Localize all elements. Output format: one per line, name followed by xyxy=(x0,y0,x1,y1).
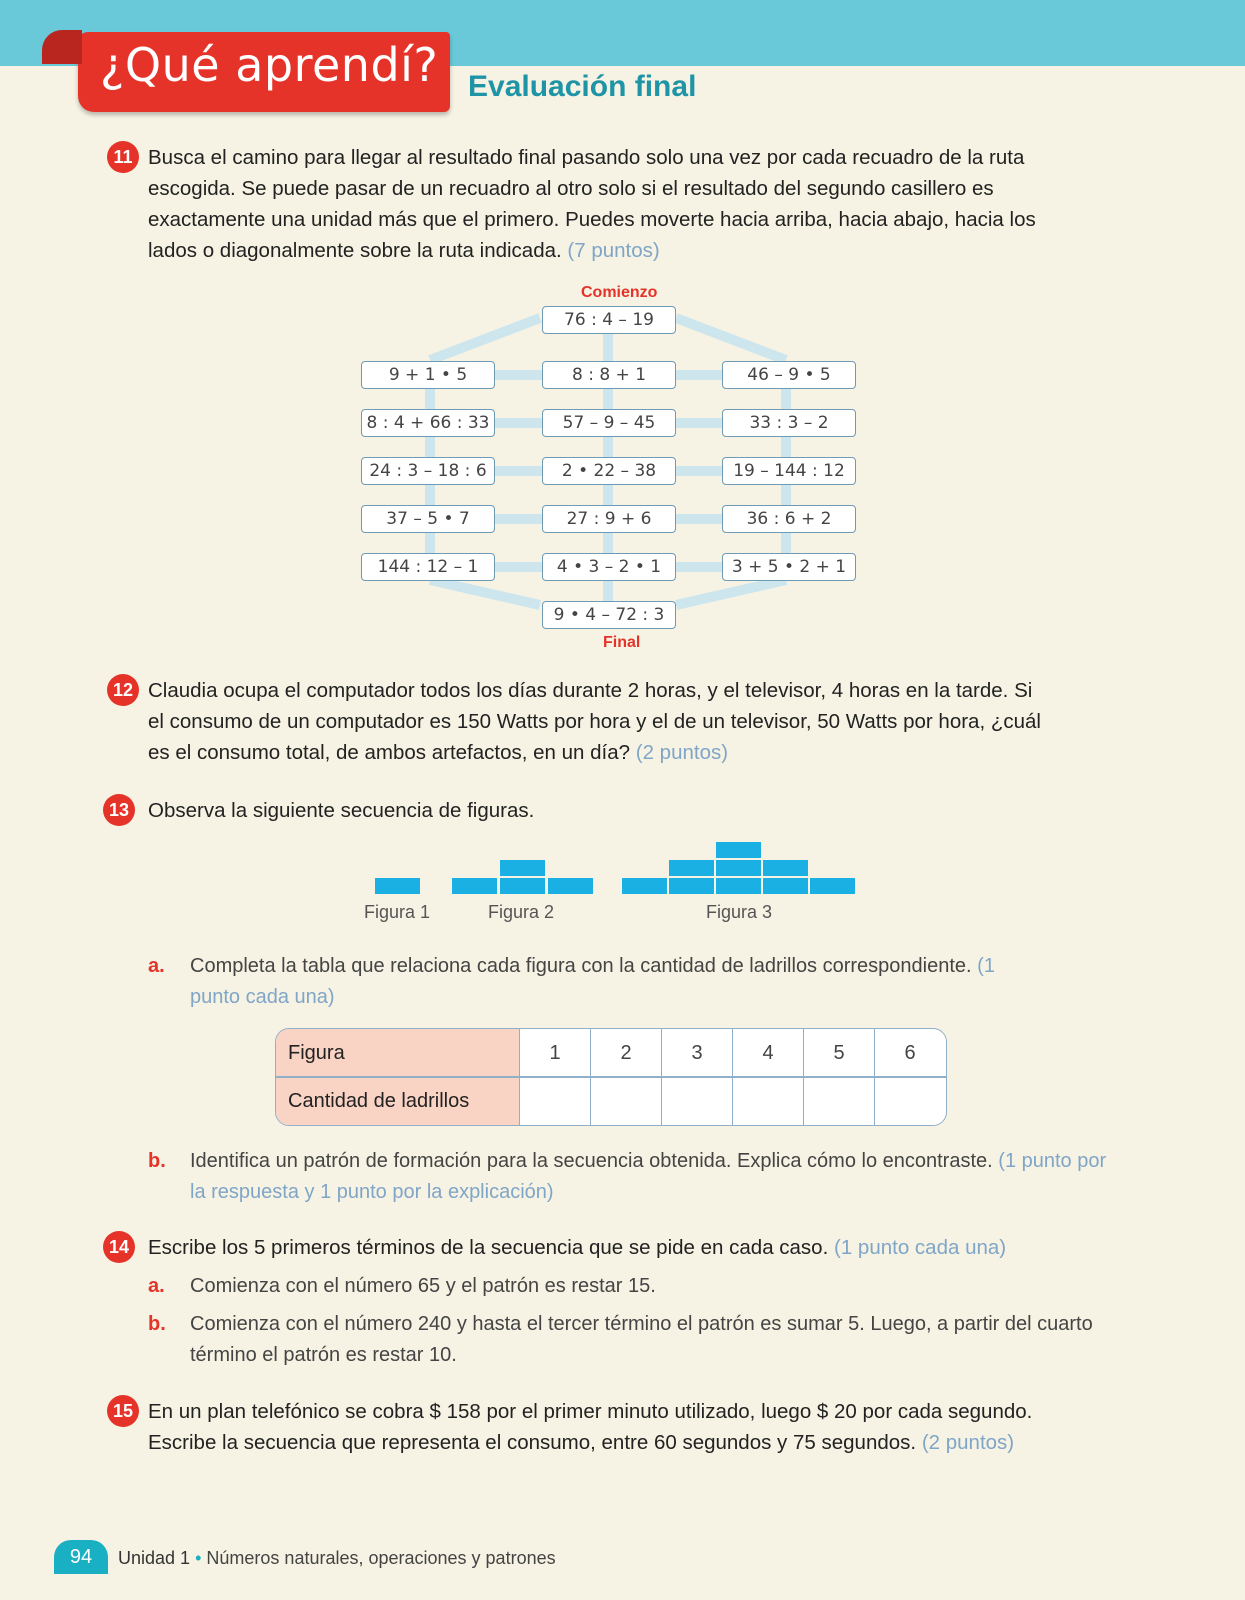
question-11-body: Busca el camino para llegar al resultado final pasando solo una vez por cada recuadro de la ruta escogida. Se puede pasar de un recuadro al otro solo si el resultado del segundo casillero es exactamente una unidad más que el primero. Puedes moverte hacia arriba, hacia abajo, hacia los lados o diagonalmente sobre la ruta indicada. xyxy=(148,146,1036,262)
figure-3-label: Figura 3 xyxy=(706,902,773,922)
brick xyxy=(500,878,545,894)
table-cell-figura: 1 xyxy=(519,1029,590,1077)
question-14-body: Escribe los 5 primeros términos de la secuencia que se pide en cada caso. xyxy=(148,1236,829,1259)
start-label: Comienzo xyxy=(581,284,658,301)
path-maze xyxy=(350,285,870,655)
brick xyxy=(500,860,545,876)
question-number-11: 11 xyxy=(107,141,139,173)
subitem-13b-body: Identifica un patrón de formación para la secuencia obtenida. Explica cómo lo encontraste. xyxy=(190,1150,993,1172)
table-answer-cell[interactable] xyxy=(874,1077,945,1125)
question-11-points: (7 puntos) xyxy=(567,239,660,262)
maze-box-start: 76 : 4 – 19 xyxy=(542,306,676,334)
page-subtitle: Evaluación final xyxy=(468,70,697,103)
question-14-points: (1 punto cada una) xyxy=(834,1236,1007,1259)
table-cell-figura: 5 xyxy=(803,1029,874,1077)
table-answer-cell[interactable] xyxy=(519,1077,590,1125)
subitem-14b-letter: b. xyxy=(148,1313,166,1335)
brick xyxy=(669,878,714,894)
maze-box-right-5: 3 + 5 • 2 + 1 xyxy=(722,553,856,581)
brick xyxy=(763,860,808,876)
footer xyxy=(118,1548,556,1569)
maze-box-left-4: 37 – 5 • 7 xyxy=(361,505,495,533)
brick xyxy=(622,878,667,894)
table-answer-cell[interactable] xyxy=(590,1077,661,1125)
question-15-text xyxy=(148,1396,1078,1458)
question-12-text xyxy=(148,675,1048,768)
subitem-14a-text: Comienza con el número 65 y el patrón es restar 15. xyxy=(190,1275,656,1297)
subitem-13a-points: (1 punto cada una) xyxy=(190,955,995,1008)
subitem-13a-text xyxy=(190,951,1020,1013)
maze-box-right-4: 36 : 6 + 2 xyxy=(722,505,856,533)
table-answer-cell[interactable] xyxy=(803,1077,874,1125)
table-cell-figura: 4 xyxy=(732,1029,803,1077)
page-title: ¿Qué aprendí? xyxy=(100,38,439,92)
question-12-body: Claudia ocupa el computador todos los días durante 2 horas, y el televisor, 4 horas en la tarde. Si el consumo de un computador es 150 Watts por hora y el de un televisor, 50 Watts por hora, ¿cuál es el consumo total, de ambos artefactos, en un día? xyxy=(148,679,1041,764)
maze-box-right-2: 33 : 3 – 2 xyxy=(722,409,856,437)
brick xyxy=(716,842,761,858)
maze-box-center-3: 2 • 22 – 38 xyxy=(542,457,676,485)
maze-box-center-1: 8 : 8 + 1 xyxy=(542,361,676,389)
maze-box-center-5: 4 • 3 – 2 • 1 xyxy=(542,553,676,581)
maze-box-left-3: 24 : 3 – 18 : 6 xyxy=(361,457,495,485)
table-cell-figura: 6 xyxy=(874,1029,945,1077)
maze-box-end: 9 • 4 – 72 : 3 xyxy=(542,601,676,629)
subitem-14a-letter: a. xyxy=(148,1275,165,1297)
question-14-text xyxy=(148,1232,1088,1263)
table-answer-cell[interactable] xyxy=(732,1077,803,1125)
brick xyxy=(716,878,761,894)
question-11-text xyxy=(148,142,1088,266)
brick xyxy=(452,878,497,894)
subitem-13b-points: (1 punto por la respuesta y 1 punto por la explicación) xyxy=(190,1150,1107,1203)
table-cell-figura: 2 xyxy=(590,1029,661,1077)
question-12-points: (2 puntos) xyxy=(635,741,729,764)
maze-box-center-4: 27 : 9 + 6 xyxy=(542,505,676,533)
maze-box-right-1: 46 – 9 • 5 xyxy=(722,361,856,389)
brick xyxy=(810,878,855,894)
footer-topic: Números naturales, operaciones y patrones xyxy=(206,1548,556,1568)
figure-2-label: Figura 2 xyxy=(488,902,555,922)
maze-box-left-1: 9 + 1 • 5 xyxy=(361,361,495,389)
page-number: 94 xyxy=(54,1540,108,1574)
brick xyxy=(548,878,593,894)
question-number-14: 14 xyxy=(103,1231,135,1263)
brick xyxy=(375,878,420,894)
question-15-points: (2 puntos) xyxy=(921,1431,1015,1454)
subitem-14b-text: Comienza con el número 240 y hasta el tercer término el patrón es sumar 5. Luego, a partir del cuarto término el patrón es restar 10. xyxy=(190,1313,1093,1366)
bricks-table xyxy=(275,1028,947,1126)
table-cell-figura: 3 xyxy=(661,1029,732,1077)
subitem-13a-body: Completa la tabla que relaciona cada figura con la cantidad de ladrillos correspondiente. xyxy=(190,955,972,977)
figure-1-label: Figura 1 xyxy=(364,902,431,922)
table-header-ladrillos: Cantidad de ladrillos xyxy=(276,1077,520,1125)
footer-unit: Unidad 1 xyxy=(118,1548,191,1568)
footer-separator: • xyxy=(195,1548,202,1568)
maze-box-left-5: 144 : 12 – 1 xyxy=(361,553,495,581)
brick xyxy=(716,860,761,876)
end-label: Final xyxy=(603,634,641,651)
question-13-text: Observa la siguiente secuencia de figuras. xyxy=(148,799,535,822)
question-number-12: 12 xyxy=(107,674,139,706)
maze-box-center-2: 57 – 9 – 45 xyxy=(542,409,676,437)
maze-box-right-3: 19 – 144 : 12 xyxy=(722,457,856,485)
maze-box-left-2: 8 : 4 + 66 : 33 xyxy=(361,409,495,437)
subitem-13a-letter: a. xyxy=(148,955,165,977)
question-number-13: 13 xyxy=(103,794,135,826)
question-15-body: En un plan telefónico se cobra $ 158 por el primer minuto utilizado, luego $ 20 por cada segundo. Escribe la secuencia que representa el consumo, entre 60 segundos y 75 segundos. xyxy=(148,1400,1033,1454)
brick xyxy=(763,878,808,894)
subitem-13b-letter: b. xyxy=(148,1150,166,1172)
brick xyxy=(669,860,714,876)
table-header-figura: Figura xyxy=(276,1029,520,1077)
subitem-13b-text xyxy=(190,1146,1110,1208)
table-answer-cell[interactable] xyxy=(661,1077,732,1125)
question-number-15: 15 xyxy=(107,1395,139,1427)
